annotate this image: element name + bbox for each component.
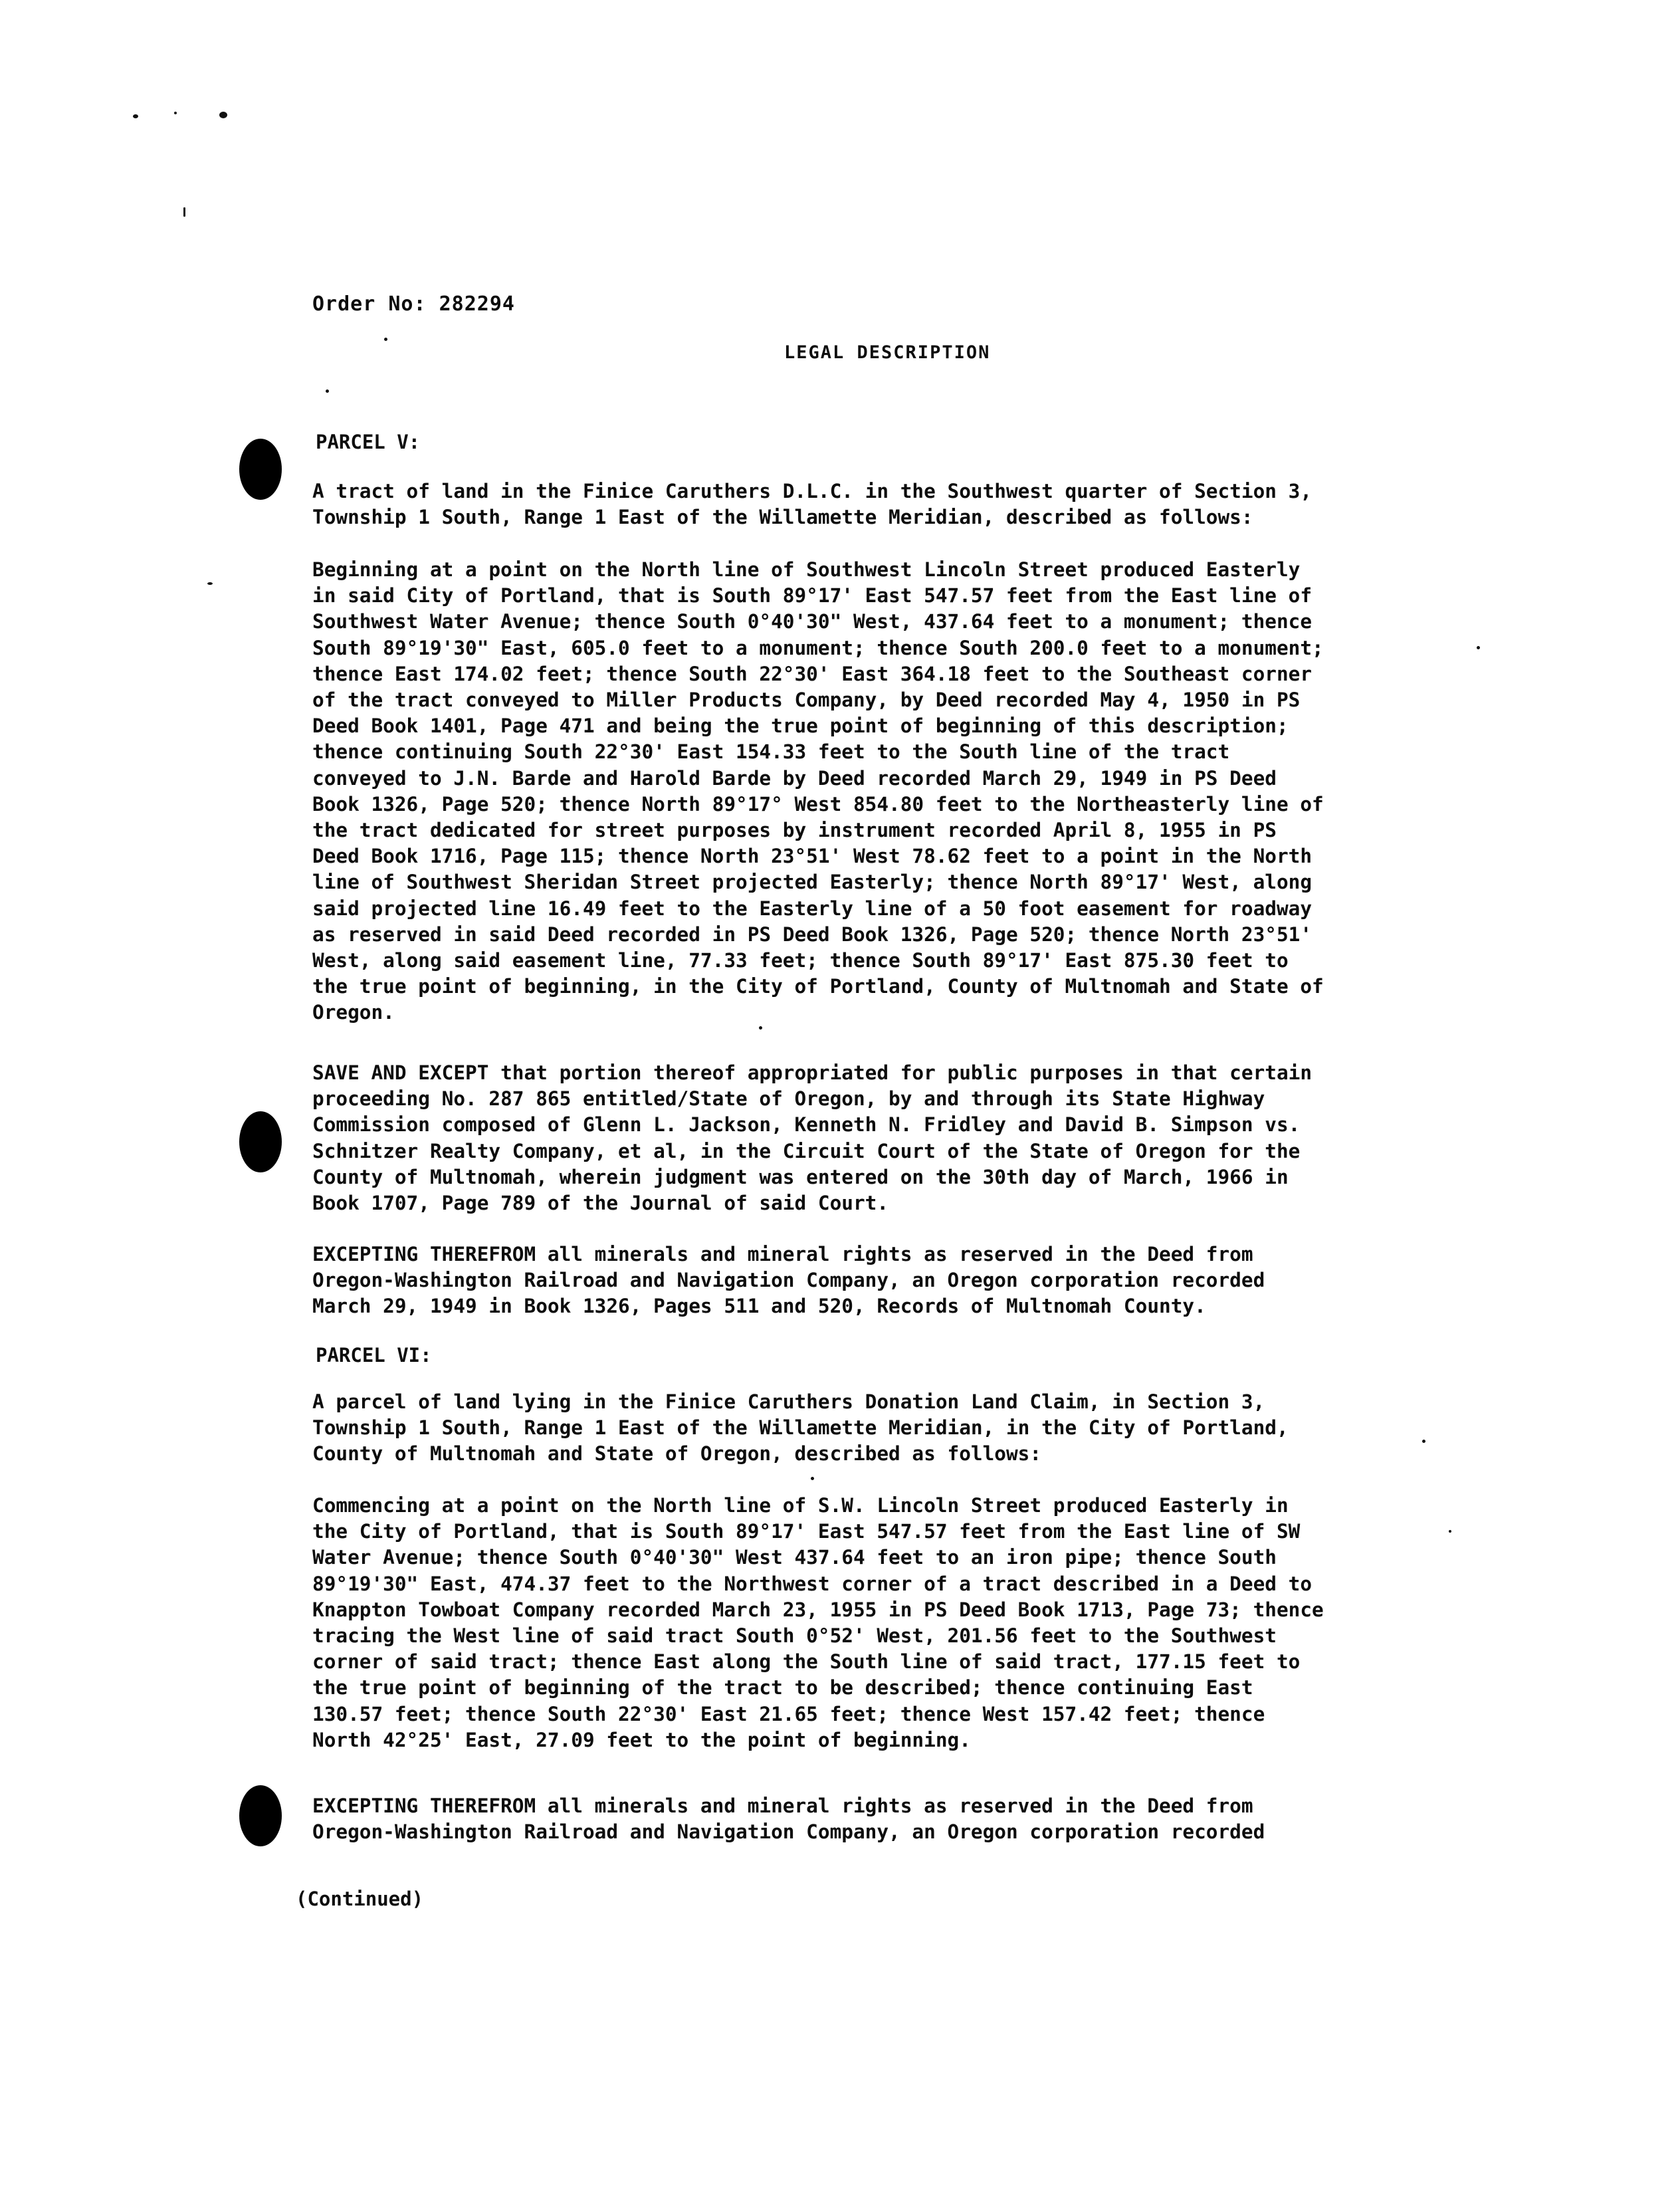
- text-line: conveyed to J.N. Barde and Harold Barde by Deed recorded March 29, 1949 in PS Deed: [312, 766, 1277, 790]
- text-line: the tract dedicated for street purposes by instrument recorded April 8, 1955 in PS: [312, 819, 1277, 842]
- text-line: in said City of Portland, that is South 89°17' East 547.57 feet from the East line of: [312, 584, 1312, 607]
- text-line: the true point of beginning of the tract to be described; thence continuing East: [312, 1676, 1253, 1699]
- text-line: Township 1 South, Range 1 East of the Willamette Meridian, in the City of Portland,: [312, 1416, 1289, 1440]
- text-line: line of Southwest Sheridan Street projected Easterly; thence North 89°17' West, along: [312, 871, 1312, 894]
- text-line: proceeding No. 287 865 entitled/State of Oregon, by and through its State Highway: [312, 1087, 1265, 1111]
- scan-speck: [811, 1477, 814, 1480]
- punch-hole: [239, 1785, 282, 1846]
- parcel-vi-description: [312, 1493, 1482, 1753]
- scan-speck: [759, 1026, 762, 1030]
- scan-speck: [133, 114, 138, 118]
- text-line: Oregon-Washington Railroad and Navigation Company, an Oregon corporation recorded: [312, 1269, 1265, 1292]
- text-line: the City of Portland, that is South 89°17' East 547.57 feet from the East line of SW: [312, 1520, 1301, 1543]
- text-line: County of Multnomah, wherein judgment was entered on the 30th day of March, 1966 in: [312, 1165, 1289, 1188]
- document-title: LEGAL DESCRIPTION: [784, 342, 991, 363]
- scan-speck: [384, 338, 387, 341]
- text-line: Commission composed of Glenn L. Jackson, Kenneth N. Fridley and David B. Simpson vs.: [312, 1113, 1301, 1137]
- text-line: 89°19'30" East, 474.37 feet to the Northwest corner of a tract described in a Deed to: [312, 1572, 1312, 1595]
- text-line: the true point of beginning, in the City of Portland, County of Multnomah and State of: [312, 975, 1324, 998]
- text-line: Southwest Water Avenue; thence South 0°40'30" West, 437.64 feet to a monument; thence: [312, 610, 1312, 633]
- text-line: EXCEPTING THEREFROM all minerals and mineral rights as reserved in the Deed from: [312, 1795, 1253, 1817]
- text-line: Oregon-Washington Railroad and Navigation Company, an Oregon corporation recorded: [312, 1820, 1265, 1844]
- scan-speck: [174, 112, 177, 114]
- parcel-vi-excepting: [312, 1793, 1482, 1845]
- text-line: Water Avenue; thence South 0°40'30" West 437.64 feet to an iron pipe; thence South: [312, 1546, 1277, 1569]
- order-number: Order No: 282294: [312, 292, 515, 316]
- parcel-v-save-and-except: [312, 1060, 1482, 1216]
- parcel-v-description: [312, 557, 1482, 1026]
- scan-speck: [219, 112, 227, 118]
- parcel-vi-intro: [312, 1389, 1482, 1468]
- punch-hole: [239, 1111, 282, 1172]
- text-line: Book 1707, Page 789 of the Journal of said Court.: [312, 1192, 889, 1215]
- scan-speck: [183, 207, 185, 217]
- text-line: Knappton Towboat Company recorded March 23, 1955 in PS Deed Book 1713, Page 73; thence: [312, 1598, 1324, 1621]
- text-line: A parcel of land lying in the Finice Caruthers Donation Land Claim, in Section 3,: [312, 1390, 1265, 1413]
- text-line: tracing the West line of said tract South 0°52' West, 201.56 feet to the Southwest: [312, 1624, 1277, 1648]
- text-line: Commencing at a point on the North line of S.W. Lincoln Street produced Easterly in: [312, 1494, 1289, 1517]
- text-line: Schnitzer Realty Company, et al, in the Circuit Court of the State of Oregon for the: [312, 1139, 1301, 1162]
- text-line: EXCEPTING THEREFROM all minerals and mineral rights as reserved in the Deed from: [312, 1243, 1253, 1265]
- continued-note: (Continued): [296, 1888, 424, 1910]
- text-line: 130.57 feet; thence South 22°30' East 21.65 feet; thence West 157.42 feet; thence: [312, 1702, 1265, 1725]
- text-line: of the tract conveyed to Miller Products Company, by Deed recorded May 4, 1950 in PS: [312, 689, 1301, 712]
- text-line: said projected line 16.49 feet to the Easterly line of a 50 foot easement for roadway: [312, 897, 1312, 920]
- parcel-v-intro: [312, 479, 1482, 530]
- text-line: West, along said easement line, 77.33 feet; thence South 89°17' East 875.30 feet to: [312, 949, 1289, 972]
- text-line: Book 1326, Page 520; thence North 89°17° West 854.80 feet to the Northeasterly line of: [312, 792, 1324, 816]
- text-line: Beginning at a point on the North line of Southwest Lincoln Street produced Easterly: [312, 558, 1301, 581]
- text-line: Township 1 South, Range 1 East of the Willamette Meridian, described as follows:: [312, 506, 1253, 529]
- text-line: Deed Book 1401, Page 471 and being the true point of beginning of this description;: [312, 714, 1289, 738]
- text-line: thence continuing South 22°30' East 154.33 feet to the South line of the tract: [312, 740, 1230, 764]
- text-line: South 89°19'30" East, 605.0 feet to a monument; thence South 200.0 feet to a monument;: [312, 636, 1324, 659]
- text-line: North 42°25' East, 27.09 feet to the point of beginning.: [312, 1728, 971, 1751]
- text-line: March 29, 1949 in Book 1326, Pages 511 and 520, Records of Multnomah County.: [312, 1295, 1206, 1318]
- text-line: thence East 174.02 feet; thence South 22°30' East 364.18 feet to the Southeast corner: [312, 662, 1312, 685]
- parcel-v-excepting: [312, 1242, 1482, 1320]
- scan-speck: [326, 389, 329, 393]
- text-line: SAVE AND EXCEPT that portion thereof appropriated for public purposes in that certain: [312, 1061, 1312, 1084]
- text-line: Deed Book 1716, Page 115; thence North 23°51' West 78.62 feet to a point in the North: [312, 845, 1312, 868]
- scan-speck: [207, 582, 213, 585]
- text-line: Oregon.: [312, 1001, 395, 1024]
- punch-hole: [239, 439, 282, 500]
- parcel-vi-heading: PARCEL VI:: [316, 1344, 432, 1366]
- text-line: A tract of land in the Finice Caruthers D.L.C. in the Southwest quarter of Section 3,: [312, 480, 1312, 502]
- text-line: as reserved in said Deed recorded in PS Deed Book 1326, Page 520; thence North 23°51': [312, 923, 1312, 946]
- text-line: County of Multnomah and State of Oregon, described as follows:: [312, 1442, 1042, 1466]
- parcel-v-heading: PARCEL V:: [316, 431, 421, 453]
- text-line: corner of said tract; thence East along the South line of said tract, 177.15 feet to: [312, 1650, 1301, 1674]
